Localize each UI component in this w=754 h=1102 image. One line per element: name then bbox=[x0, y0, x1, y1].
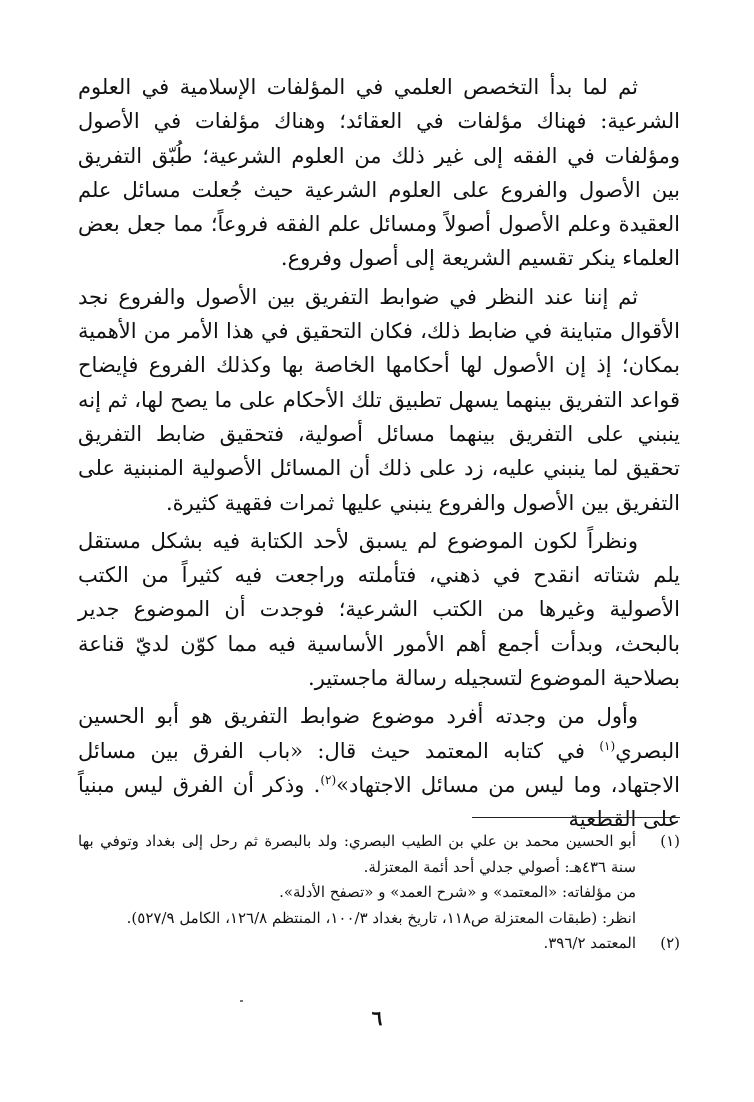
footnote-2-line-1: المعتمد ٣٩٦/٢. bbox=[543, 934, 636, 952]
footnote-1 bbox=[78, 829, 680, 931]
paragraph-4-part-2: في كتابه المعتمد حيث قال: «باب الفرق بين مسائل الاجتهاد، وما ليس من مسائل الاجتهاد» bbox=[78, 738, 680, 797]
paragraph-2: ثم إننا عند النظر في ضوابط التفريق بين الأصول والفروع نجد الأقوال متباينة في ضابط ذلك، فكان التحقيق في هذا الأمر من الأهمية بمكان؛ إذ إن الأصول لها أحكامها الخاصة بها وكذلك الفروع فإيضاح قواعد التفريق بينهما يسهل تطبيق تلك الأحكام على ما يصح لها، ثم إنه ينبني على التفريق بينهما مسائل أصولية، فتحقيق ضابط التفريق تحقيق لما ينبني عليه، زد على ذلك أن المسائل الأصولية المنبنية على التفريق بين الأصول والفروع ينبني عليها ثمرات فقهية كثيرة. bbox=[78, 284, 680, 515]
footnote-1-line-1: أبو الحسين محمد بن علي بن الطيب البصري: ولد بالبصرة ثم رحل إلى بغداد وتوفي بها سنة ٤٣٦هـ: أصولي جدلي أحد أئمة المعتزلة. bbox=[78, 832, 636, 876]
footnotes bbox=[78, 829, 680, 957]
paragraph-4 bbox=[78, 699, 680, 836]
paragraph-1: ثم لما بدأ التخصص العلمي في المؤلفات الإسلامية في العلوم الشرعية: فهناك مؤلفات في العقائد؛ وهناك مؤلفات في الأصول ومؤلفات في الفقه إلى غير ذلك من العلوم الشرعية؛ طُبّق التفريق بين الأصول والفروع على العلوم الشرعية حيث جُعلت مسائل علم العقيدة وعلم الأصول أصولاً ومسائل علم الفقه فروعاً؛ مما جعل بعض العلماء ينكر تقسيم الشريعة إلى أصول وفروع. bbox=[78, 75, 680, 271]
scan-speck bbox=[240, 1000, 243, 1002]
footnote-ref-2: (٢) bbox=[320, 772, 337, 787]
footnote-1-line-2: من مؤلفاته: «المعتمد» و «شرح العمد» و «تصفح الأدلة». bbox=[279, 883, 636, 901]
footnote-2-number: (٢) bbox=[660, 934, 680, 952]
footnote-divider bbox=[472, 817, 680, 818]
footnote-ref-1: (١) bbox=[599, 738, 616, 753]
paragraph-3: ونظراً لكون الموضوع لم يسبق لأحد الكتابة فيه بشكل مستقل يلم شتاته انقدح في ذهني، فتأملته وراجعت فيه كثيراً من الكتب الأصولية وغيرها من الكتب الشرعية؛ فوجدت أن الموضوع جدير بالبحث، وبدأت أجمع أهم الأمور الأساسية فيه مما كوّن لديّ قناعة بصلاحية الموضوع لتسجيله رسالة ماجستير. bbox=[78, 528, 680, 691]
footnote-2-body bbox=[78, 931, 636, 957]
footnote-1-number: (١) bbox=[660, 832, 680, 850]
main-text bbox=[78, 70, 680, 837]
paragraph-4-part-1: وأول من وجدته أفرد موضوع ضوابط التفريق هو أبو الحسين البصري bbox=[78, 704, 680, 763]
paragraph-4-part-3: . وذكر أن الفرق ليس مبنياً على القطعية bbox=[78, 772, 680, 832]
footnote-1-line-3: انظر: (طبقات المعتزلة ص١١٨، تاريخ بغداد ١٠٠/٣، المنتظم ١٢٦/٨، الكامل ٥٢٧/٩). bbox=[126, 908, 636, 927]
footnote-1-body bbox=[78, 829, 636, 931]
footnote-2 bbox=[78, 931, 680, 957]
page-number: ٦ bbox=[371, 1006, 383, 1030]
